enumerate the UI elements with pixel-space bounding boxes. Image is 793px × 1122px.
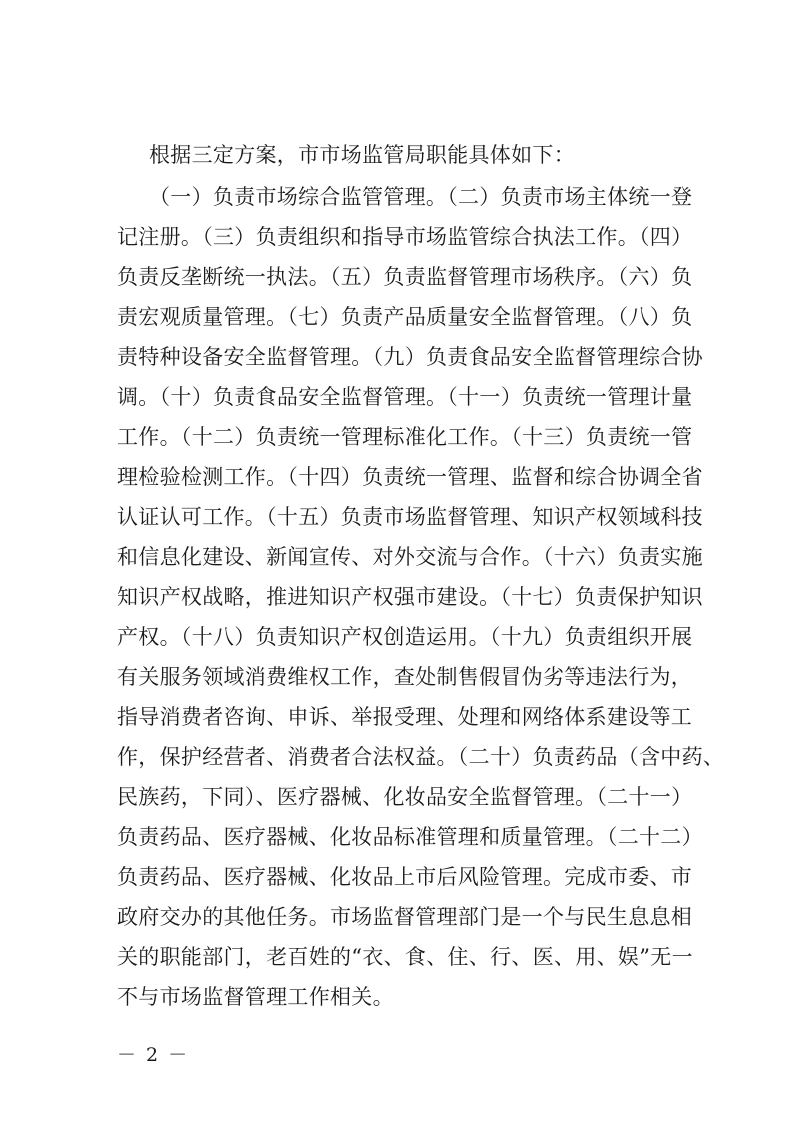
paragraph-line-16: 民族药，下同）、医疗器械、化妆品安全监督管理。（二十一） — [117, 785, 693, 809]
paragraph-line-8: 理检验检测工作。（十四）负责统一管理、监督和综合协调全省 — [117, 465, 703, 489]
paragraph-line-5: 责特种设备安全监督管理。（九）负责食品安全监督管理综合协 — [117, 345, 703, 369]
paragraph-line-17: 负责药品、医疗器械、化妆品标准管理和质量管理。（二十二） — [117, 825, 703, 849]
paragraph-line-15: 作，保护经营者、消费者合法权益。（二十）负责药品（含中药、 — [117, 745, 725, 769]
paragraph-line-10: 和信息化建设、新闻宣传、对外交流与合作。（十六）负责实施 — [117, 545, 703, 569]
paragraph-line-19: 政府交办的其他任务。市场监督管理部门是一个与民生息息相 — [117, 905, 693, 929]
paragraph-line-14: 指导消费者咨询、申诉、举报受理、处理和网络体系建设等工 — [117, 705, 693, 729]
paragraph-line-4: 责宏观质量管理。（七）负责产品质量安全监督管理。（八）负 — [117, 305, 693, 329]
paragraph-line-2: 记注册。（三）负责组织和指导市场监管综合执法工作。（四） — [117, 225, 693, 249]
paragraph-line-9: 认证认可工作。（十五）负责市场监督管理、知识产权领域科技 — [117, 505, 703, 529]
paragraph-line-18: 负责药品、医疗器械、化妆品上市后风险管理。完成市委、市 — [117, 865, 693, 889]
paragraph-line-21: 不与市场监督管理工作相关。 — [117, 985, 394, 1009]
paragraph-line-20: 关的职能部门，老百姓的“衣、食、住、行、医、用、娱”无一 — [117, 945, 693, 969]
paragraph-line-11: 知识产权战略，推进知识产权强市建设。（十七）负责保护知识 — [117, 585, 703, 609]
paragraph-line-3: 负责反垄断统一执法。（五）负责监督管理市场秩序。（六）负 — [117, 265, 693, 289]
paragraph-line-12: 产权。（十八）负责知识产权创造运用。（十九）负责组织开展 — [117, 625, 693, 649]
paragraph-intro-line: 根据三定方案，市市场监管局职能具体如下： — [149, 143, 575, 167]
paragraph-line-7: 工作。（十二）负责统一管理标准化工作。（十三）负责统一管 — [117, 425, 693, 449]
paragraph-line-13: 有关服务领域消费维权工作，查处制售假冒伪劣等违法行为， — [117, 665, 693, 689]
paragraph-line-6: 调。（十）负责食品安全监督管理。（十一）负责统一管理计量 — [117, 385, 693, 409]
paragraph-line-1: （一）负责市场综合监管管理。（二）负责市场主体统一登 — [149, 185, 693, 209]
page-number: － 2 － — [117, 1044, 190, 1066]
